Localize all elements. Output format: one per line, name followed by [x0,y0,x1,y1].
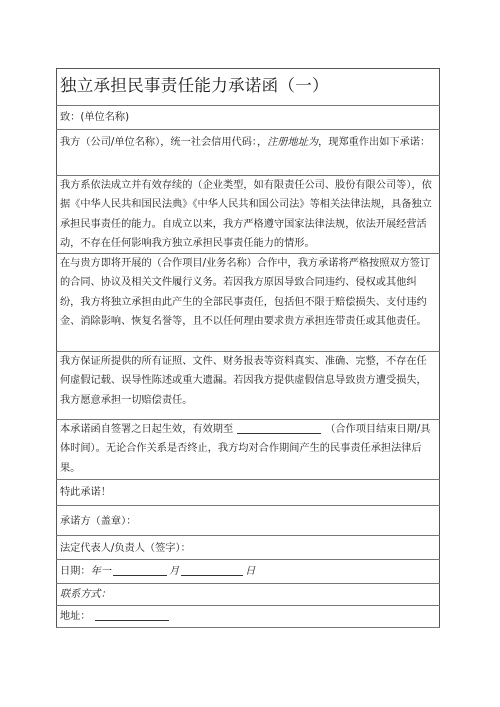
page-title: 独立承担民事责任能力承诺函（一） [60,76,329,95]
addressee-row [56,106,440,130]
addressee: 致：(单位名称) [60,112,130,123]
address-blank[interactable] [95,609,169,621]
intro-row [56,130,440,176]
contact-label: 联系方式： [60,589,111,600]
address-line: 地址： [60,607,436,626]
signatory-label: 承诺方（盖章）： [60,516,137,527]
date-line: 日期：年一 月 日 [60,566,256,577]
registered-address-label: 注册地址为 [267,137,319,148]
day-blank[interactable] [181,564,243,576]
legal-rep-row [56,536,440,560]
closing-text: 特此承诺！ [60,487,111,498]
paragraph-4-row [56,420,440,480]
paragraph-1-row [56,176,440,254]
date-row [56,560,440,584]
contact-row [56,584,440,606]
paragraph-3-row [56,352,440,420]
paragraph-2: 在与贵方即将开展的（合作项目/业务名称）合作中，我方承诺将严格按照双方签订的合同、协议及相关文件履行义务。若因我方原因导致合同违约、侵权或其他纠纷，我方将独立承担由此产生的全部民事责任，包括但不限于赔偿损失、支付违约金、消除影响、恢复名誉等，且不以任何理由要求贵方承担连带责任或其他责任。 [60,258,431,328]
paragraph-4: 本承诺函自签署之日起生效，有效期至 （合作项目结束日期/具体时间）。无论合作关系是否终止，我方均对合作期间产生的民事责任承担法律后果。 [60,424,431,474]
title-row [56,68,440,106]
intro-text: 我方（公司/单位名称），统一社会信用代码：，注册地址为，现郑重作出如下承诺： [60,137,431,148]
paragraph-3: 我方保证所提供的所有证照、文件、财务报表等资料真实、准确、完整，不存在任何虚假记载、误导性陈述或重大遗漏。若因我方提供虚假信息导致贵方遭受损失，我方愿意承担一切赔偿责任。 [60,356,427,406]
closing-row [56,480,440,506]
address-row [56,606,440,628]
validity-date-blank[interactable] [237,422,321,434]
paragraph-1: 我方系依法成立并有效存续的（企业类型，如有限责任公司、股份有限公司等），依据《中华人民共和国民法典》《中华人民共和国公司法》等相关法律法规，具备独立承担民事责任的能力。自成立以来，我方严格遵守国家法律法规，依法开展经营活动，不存在任何影响我方独立承担民事责任能力的情形。 [60,180,432,250]
legal-rep-label: 法定代表人/负责人（签字）： [60,543,191,554]
month-blank[interactable] [113,564,167,576]
paragraph-2-row [56,254,440,352]
signatory-row [56,506,440,536]
